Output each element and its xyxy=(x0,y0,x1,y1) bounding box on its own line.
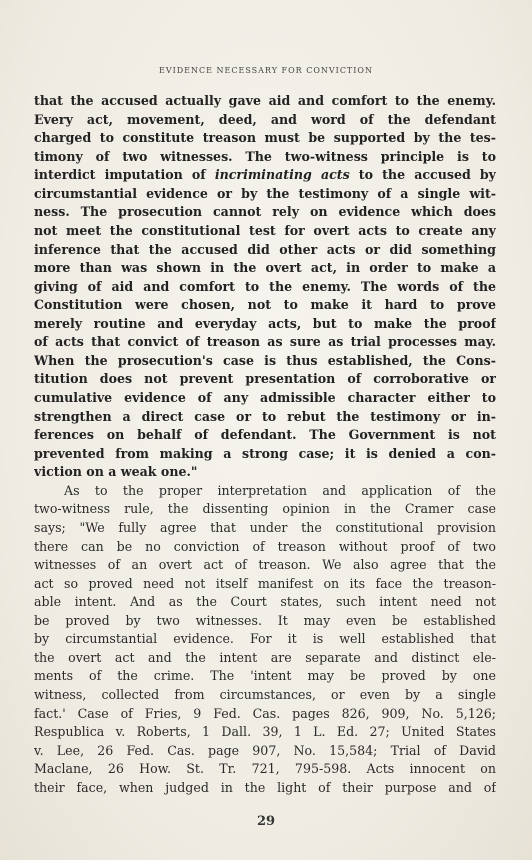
text-line: giving of aid and comfort to the enemy. The words of the xyxy=(34,278,496,294)
text-line: the overt act and the intent are separate and distinct ele- xyxy=(34,649,496,665)
text-segment: to the accused by xyxy=(349,167,496,183)
text-segment: interdict imputation of xyxy=(34,167,215,183)
text-line: cumulative evidence of any admissible character either to xyxy=(34,390,496,405)
text-line: act so proved need not itself manifest on its face the treason- xyxy=(34,575,496,591)
running-head: EVIDENCE NECESSARY FOR CONVICTION xyxy=(158,66,373,75)
text-line: charged to constitute treason must be supported by the tes- xyxy=(34,130,496,146)
text-line: inference that the accused did other acts or did something xyxy=(34,241,496,257)
text-line: not meet the constitutional test for overt acts to create any xyxy=(34,222,496,238)
text-line: says; "We fully agree that under the constitutional provision xyxy=(34,519,496,535)
text-line: v. Lee, 26 Fed. Cas. page 907, No. 15,584; Trial of David xyxy=(34,742,496,758)
text-line: strengthen a direct case or to rebut the testimony or in- xyxy=(34,408,496,424)
text-line: Every act, movement, deed, and word of the defendant xyxy=(34,111,496,127)
page-number: 29 xyxy=(256,814,276,829)
text-line: As to the proper interpretation and application of the xyxy=(64,482,496,498)
text-line: merely routine and everyday acts, but to make the proof xyxy=(34,315,496,331)
text-line: be proved by two witnesses. It may even be established xyxy=(34,612,496,628)
text-line: two-witness rule, the dissenting opinion in the Cramer case xyxy=(34,501,496,517)
text-line: timony of two witnesses. The two-witness principle is to xyxy=(34,148,496,164)
text-line: by circumstantial evidence. For it is well established that xyxy=(34,631,496,647)
text-line: circumstantial evidence or by the testimony of a single wit- xyxy=(34,185,496,201)
text-line: titution does not prevent presentation of corroborative or xyxy=(34,371,496,387)
text-line: When the prosecution's case is thus established, the Cons- xyxy=(34,352,496,368)
text-line: ments of the crime. The 'intent may be proved by one xyxy=(34,668,496,684)
text-line: prevented from making a strong case; it is denied a con- xyxy=(34,445,496,461)
text-line: Respublica v. Roberts, 1 Dall. 39, 1 L. Ed. 27; United States xyxy=(34,724,496,740)
text-line: able intent. And as the Court states, such intent need not xyxy=(34,594,496,610)
text-line: witnesses of an overt act of treason. We also agree that the xyxy=(34,557,496,573)
text-line: witness, collected from circumstances, or even by a single xyxy=(34,687,496,702)
text-line: ferences on behalf of defendant. The Government is not xyxy=(34,427,496,443)
paragraph-2 xyxy=(34,482,496,798)
text-line xyxy=(34,166,496,185)
text-line: fact.' Case of Fries, 9 Fed. Cas. pages 826, 909, No. 5,126; xyxy=(34,705,496,721)
text-line: there can be no conviction of treason without proof of two xyxy=(34,538,496,554)
text-line: Maclane, 26 How. St. Tr. 721, 795-598. Acts innocent on xyxy=(34,761,496,777)
text-line: that the accused actually gave aid and comfort to the enemy. xyxy=(34,93,496,108)
text-line: their face, when judged in the light of their purpose and of xyxy=(34,779,496,795)
page-body xyxy=(34,92,496,797)
text-line: of acts that convict of treason as sure as trial processes may. xyxy=(34,334,496,350)
text-line: ness. The prosecution cannot rely on evidence which does xyxy=(34,204,496,220)
text-line: more than was shown in the overt act, in order to make a xyxy=(34,260,496,276)
text-line: Constitution were chosen, not to make it hard to prove xyxy=(34,297,496,313)
paragraph-1 xyxy=(34,92,496,482)
italic-emphasis: incriminating acts xyxy=(214,167,350,183)
text-line: viction on a weak one." xyxy=(34,464,198,480)
